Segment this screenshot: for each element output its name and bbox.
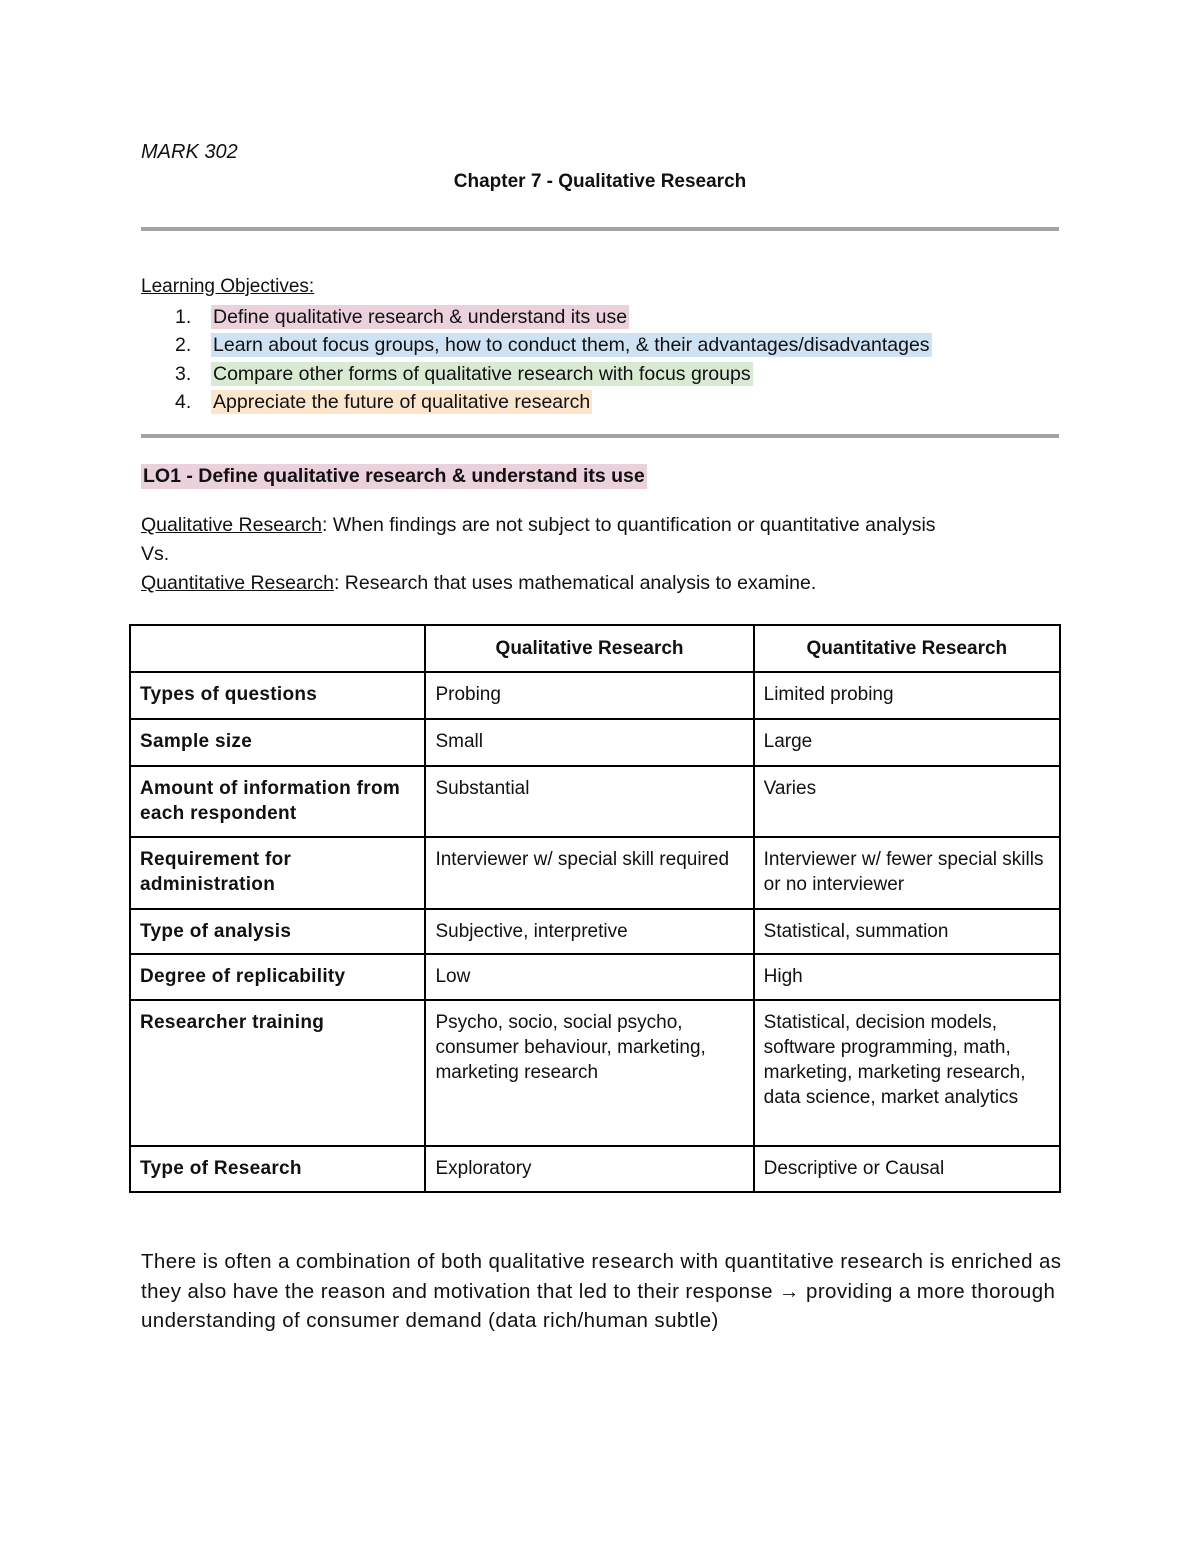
table-header-cell: Quantitative Research	[754, 625, 1060, 672]
qualitative-cell: Small	[425, 719, 753, 766]
top-divider	[141, 227, 1059, 231]
table-header-row	[130, 625, 1060, 672]
objective-number: 1.	[175, 306, 192, 328]
objectives-heading: Learning Objectives:	[141, 276, 315, 297]
row-label: Degree of replicability	[130, 954, 425, 1000]
definitions	[141, 511, 1061, 598]
objective-item	[141, 362, 932, 390]
qualitative-cell: Low	[425, 954, 753, 1000]
table-row	[130, 719, 1060, 766]
objective-item	[141, 333, 932, 361]
objective-number: 4.	[175, 390, 192, 413]
objective-item	[141, 390, 932, 418]
row-label: Type of analysis	[130, 909, 425, 954]
row-label: Type of Research	[130, 1146, 425, 1192]
course-code: MARK 302	[141, 141, 238, 163]
qualitative-cell: Probing	[425, 672, 753, 719]
row-label: Sample size	[130, 719, 425, 766]
lo1-heading: LO1 - Define qualitative research & understand its use	[143, 465, 645, 487]
definition-qualitative	[141, 511, 1061, 540]
objective-item	[141, 305, 932, 333]
table-header-cell	[130, 625, 425, 672]
qualitative-cell: Interviewer w/ special skill required	[425, 837, 753, 909]
objective-text: Define qualitative research & understand its use	[213, 306, 628, 328]
quantitative-cell: Statistical, decision models, software programming, math, marketing, marketing research, data science, market analytics	[754, 1000, 1060, 1146]
quantitative-cell: Large	[754, 719, 1060, 766]
definition-text: : When findings are not subject to quantification or quantitative analysis	[322, 514, 936, 536]
objectives-list	[141, 305, 932, 418]
qualitative-cell: Substantial	[425, 766, 753, 837]
closing-paragraph: There is often a combination of both qualitative research with quantitative research is enriched as they also have the reason and motivation that led to their response → providing a more thorough understanding of consumer demand (data rich/human subtle)	[141, 1250, 1062, 1332]
table-row	[130, 837, 1060, 909]
quantitative-cell: Descriptive or Causal	[754, 1146, 1060, 1192]
table-row	[130, 1146, 1060, 1192]
table-row	[130, 1000, 1060, 1146]
definition-text: : Research that uses mathematical analysis to examine.	[333, 572, 817, 594]
comparison-table	[129, 624, 1061, 1193]
row-label: Types of questions	[130, 672, 425, 719]
table-row	[130, 909, 1060, 954]
objective-number: 2.	[175, 334, 192, 357]
quantitative-cell: High	[754, 954, 1060, 1000]
row-label: Researcher training	[130, 1000, 425, 1146]
quantitative-cell: Statistical, summation	[754, 909, 1060, 954]
table-row	[130, 954, 1060, 1000]
definition-quantitative	[141, 569, 1061, 598]
table-header-cell: Qualitative Research	[425, 625, 753, 672]
objective-number: 3.	[175, 362, 192, 385]
table-row	[130, 766, 1060, 837]
term-quantitative: Quantitative Research	[141, 572, 334, 594]
middle-divider	[141, 434, 1059, 438]
row-label: Amount of information from each respondent	[130, 766, 425, 837]
page-title: Chapter 7 - Qualitative Research	[453, 171, 747, 192]
qualitative-cell: Exploratory	[425, 1146, 753, 1192]
objective-text: Learn about focus groups, how to conduct them, & their advantages/disadvantages	[213, 334, 930, 357]
quantitative-cell: Interviewer w/ fewer special skills or no interviewer	[754, 837, 1060, 909]
versus-label: Vs.	[141, 543, 170, 565]
quantitative-cell: Limited probing	[754, 672, 1060, 719]
objective-text: Appreciate the future of qualitative research	[213, 390, 591, 413]
table-row	[130, 672, 1060, 719]
row-label: Requirement for administration	[130, 837, 425, 909]
qualitative-cell: Psycho, socio, social psycho, consumer behaviour, marketing, marketing research	[425, 1000, 753, 1146]
quantitative-cell: Varies	[754, 766, 1060, 837]
term-qualitative: Qualitative Research	[141, 514, 323, 536]
qualitative-cell: Subjective, interpretive	[425, 909, 753, 954]
objective-text: Compare other forms of qualitative research with focus groups	[213, 362, 751, 385]
